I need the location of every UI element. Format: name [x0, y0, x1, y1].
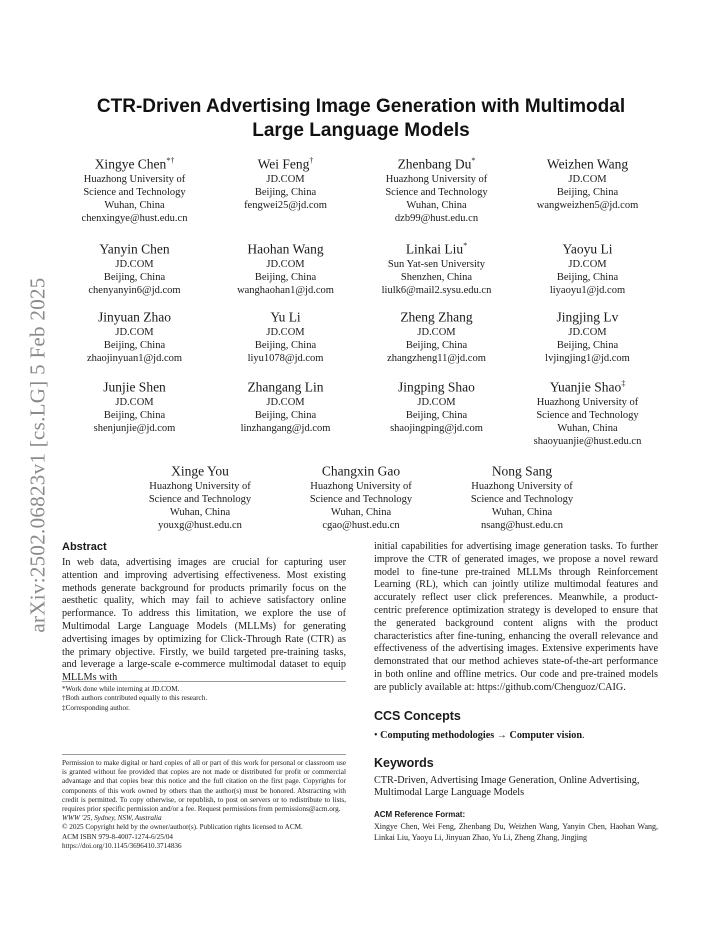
author-row-2 [62, 237, 660, 297]
author-affiliation-line: JD.COM [417, 396, 456, 408]
arxiv-id: arXiv:2502.06823v1 [cs.LG] 5 Feb 2025 [25, 277, 50, 633]
footnote-2: †Both authors contributed equally to this research. [62, 694, 208, 703]
author-affiliation-line: Beijing, China [103, 409, 166, 421]
author-name [364, 152, 509, 173]
author-name [450, 459, 595, 480]
author-affiliation-line: JD.COM [568, 173, 607, 185]
author-affiliation-line: JD.COM [266, 258, 305, 270]
author-affiliation-line: Science and Technology [470, 493, 574, 505]
permission-text: Permission to make digital or hard copies of all or part of this work for personal or classroom use is granted without fee provided that copies are not made or distributed for profit or commercial advantage and that copies bear this notice and the full citation on the first page. Copyrights for components of this work owned by others than the author(s) must be honored. Abstracting with credit is permitted. To copy otherwise, or republish, to post on servers or to redistribute to lists, requires prior specific permission and/or a fee. Request permissions from permissions@acm.org. [62, 759, 346, 814]
author-affiliation-line: Huazhong University of [385, 173, 488, 185]
author-affiliation-mark: * [471, 156, 476, 165]
author-affiliation-line: JD.COM [115, 258, 154, 270]
author-email[interactable]: dzb99@hust.edu.cn [394, 213, 479, 225]
isbn: ACM ISBN 979-8-4007-1274-6/25/04 [62, 832, 174, 841]
author-affiliation-line: Beijing, China [556, 271, 619, 283]
author-name-text: Yuanjie Shao [549, 379, 622, 395]
author-name-text: Weizhen Wang [546, 156, 629, 172]
author-email[interactable]: youxg@hust.edu.cn [158, 520, 242, 532]
author-name-text: Wei Feng [257, 156, 310, 172]
arxiv-sidebar-stamp [18, 255, 58, 655]
author-row-2-wrap [62, 237, 660, 297]
author-card [213, 237, 358, 297]
author-affiliation-line: JD.COM [266, 396, 305, 408]
footnotes [62, 681, 346, 713]
author-affiliation-line: Huazhong University of [536, 396, 639, 408]
abstract-heading: Abstract [62, 541, 107, 553]
author-name-text: Nong Sang [491, 463, 553, 479]
author-email[interactable]: wanghaohan1@jd.com [237, 285, 334, 297]
author-name [62, 305, 207, 326]
abstract-right-column [374, 541, 658, 843]
author-affiliation-mark: * [463, 241, 468, 250]
author-row-1 [62, 152, 660, 224]
author-name [364, 237, 509, 258]
author-name [364, 375, 509, 396]
author-name-text: Yu Li [270, 309, 301, 325]
title-line-2: Large Language Models [252, 120, 470, 141]
author-card [364, 237, 509, 297]
author-name-text: Zhenbang Du [397, 156, 472, 172]
author-card [364, 152, 509, 224]
author-affiliation-mark: ‡ [621, 379, 626, 388]
author-email[interactable]: shaoyuanjie@hust.edu.cn [533, 436, 642, 448]
author-name [213, 237, 358, 258]
author-name [515, 152, 660, 173]
author-email[interactable]: liulk6@mail2.sysu.edu.cn [381, 285, 492, 297]
author-email[interactable]: shaojingping@jd.com [390, 423, 483, 435]
author-name-text: Zhangang Lin [247, 379, 324, 395]
author-name [515, 375, 660, 396]
author-affiliation-line: Wuhan, China [330, 507, 392, 519]
author-card [213, 375, 358, 447]
author-row-5-wrap [62, 459, 660, 531]
author-email[interactable]: cgao@hust.edu.cn [322, 520, 400, 532]
author-card [515, 305, 660, 365]
author-name-text: Linkai Liu [405, 241, 464, 257]
author-affiliation-line: Wuhan, China [406, 200, 467, 212]
author-affiliation-line: Science and Technology [536, 409, 639, 421]
author-name-text: Xinge You [171, 463, 229, 479]
author-email[interactable]: chenxingye@hust.edu.cn [81, 213, 188, 225]
author-name-text: Jinyuan Zhao [97, 309, 172, 325]
author-email[interactable]: liyaoyu1@jd.com [549, 285, 626, 297]
author-card [62, 305, 207, 365]
author-name [515, 237, 660, 258]
author-affiliation-line: Science and Technology [148, 493, 252, 505]
author-name-text: Changxin Gao [321, 463, 401, 479]
author-name-text: Jingping Shao [398, 379, 475, 395]
author-name [213, 152, 358, 173]
ccs-heading: CCS Concepts [374, 708, 461, 723]
author-card [62, 375, 207, 447]
ccs-period: . [582, 729, 585, 741]
author-affiliation-line: JD.COM [417, 326, 456, 338]
author-affiliation-line: Beijing, China [556, 339, 619, 351]
abstract-left-column [62, 541, 346, 685]
paper-title [62, 95, 660, 143]
author-card [289, 459, 434, 531]
author-affiliation-line: JD.COM [115, 396, 154, 408]
author-name [289, 459, 434, 480]
copyright: © 2025 Copyright held by the owner/author(s). Publication rights licensed to ACM. [62, 823, 303, 832]
author-card [128, 459, 273, 531]
author-card [62, 237, 207, 297]
author-row-3-wrap [62, 305, 660, 365]
author-affiliation-line: Beijing, China [103, 339, 166, 351]
doi-link[interactable]: https://doi.org/10.1145/3696410.3714836 [62, 841, 182, 850]
author-email[interactable]: zhangzheng11@jd.com [387, 353, 486, 365]
author-card [364, 305, 509, 365]
author-name-text: Zheng Zhang [400, 309, 473, 325]
author-card [364, 375, 509, 447]
author-affiliation-line: JD.COM [115, 326, 154, 338]
author-affiliation-line: Beijing, China [254, 186, 317, 198]
author-affiliation-line: Science and Technology [309, 493, 413, 505]
footnote-1: *Work done while interning at JD.COM. [62, 685, 180, 693]
author-card [515, 152, 660, 224]
author-affiliation-line: JD.COM [266, 173, 305, 185]
author-name-text: Jingjing Lv [556, 309, 619, 325]
author-card [213, 152, 358, 224]
author-affiliation-line: Science and Technology [83, 186, 186, 198]
author-affiliation-line: Sun Yat-sen University [387, 258, 486, 270]
author-email[interactable]: zhaojinyuan1@jd.com [86, 353, 183, 365]
author-affiliation-line: Beijing, China [254, 339, 317, 351]
reference-format-heading: ACM Reference Format: [374, 810, 466, 820]
keywords-heading: Keywords [374, 755, 434, 770]
author-name [62, 152, 207, 173]
ccs-bullet: • [374, 729, 378, 741]
author-affiliation-line: JD.COM [266, 326, 305, 338]
author-affiliation-line: Huazhong University of [471, 480, 573, 492]
author-card [62, 152, 207, 224]
author-card [515, 375, 660, 447]
author-affiliation-line: Beijing, China [254, 409, 317, 421]
venue: WWW '25, Sydney, NSW, Australia [62, 814, 162, 823]
author-row-5 [62, 459, 660, 531]
author-name-text: Junjie Shen [103, 379, 166, 395]
author-affiliation-line: Huazhong University of [149, 480, 251, 492]
author-email[interactable]: chenyanyin6@jd.com [88, 285, 181, 297]
ccs-item [374, 729, 658, 742]
author-affiliation-mark: † [309, 156, 314, 165]
author-affiliation-line: Shenzhen, China [400, 271, 473, 283]
author-email[interactable]: liyu1078@jd.com [247, 353, 324, 365]
author-affiliation-line: Wuhan, China [169, 507, 231, 519]
author-affiliation-line: Beijing, China [405, 339, 468, 351]
author-affiliation-mark: *† [166, 156, 175, 165]
author-affiliation-line: Wuhan, China [557, 423, 618, 435]
author-row-4-wrap [62, 375, 660, 447]
author-affiliation-line: Wuhan, China [104, 200, 165, 212]
author-email[interactable]: lvjingjing1@jd.com [545, 353, 630, 365]
title-line-1: CTR-Driven Advertising Image Generation with Multimodal [96, 96, 626, 117]
author-card [213, 305, 358, 365]
abstract-text-right: initial capabilities for advertising image generation tasks. To further improve the CTR of generated images, we propose a novel reward model to fine-tune pre-trained MLLMs through Reinforcement Learning (RL), which can jointly utilize multimodal features and accurately reflect user click preferences. Meanwhile, a product-centric preference optimization strategy is developed to ensure that the generated background content aligns with the product characteristics after fine-tuning, enhancing the overall relevance and effectiveness of the advertising images. Extensive experiments have demonstrated that our method achieves state-of-the-art performance in both online and offline metrics. Our code and pre-trained models are publicly available at: https://github.com/Chenguoz/CAIG. [374, 541, 658, 693]
ccs-concept: Computing methodologies → Computer vision [380, 729, 583, 741]
author-name [213, 375, 358, 396]
author-card [515, 237, 660, 297]
author-name [213, 305, 358, 326]
author-affiliation-line: JD.COM [568, 258, 607, 270]
permission-block [62, 754, 346, 851]
author-affiliation-line: Beijing, China [103, 271, 166, 283]
author-name [364, 305, 509, 326]
reference-format-text: Xingye Chen, Wei Feng, Zhenbang Du, Weizhen Wang, Yanyin Chen, Haohan Wang, Linkai Liu, Yaoyu Li, Jinyuan Zhao, Yu Li, Zheng Zhang, Jingjing [374, 822, 658, 842]
author-name [62, 375, 207, 396]
author-email[interactable]: shenjunjie@jd.com [93, 423, 176, 435]
footnote-3: ‡Corresponding author. [62, 703, 130, 712]
abstract-text-left: In web data, advertising images are crucial for capturing user attention and improving advertising effectiveness. Most existing methods generate background for products primarily focus on the aesthetic quality, which may fail to achieve satisfactory online performance. To address this limitation, we explore the use of Multimodal Large Language Models (MLLMs) for generating advertising images by optimizing for Click-Through Rate (CTR) as the primary objective. Firstly, we build targeted pre-training tasks, and leverage a large-scale e-commerce multimodal dataset to equip MLLMs with [62, 557, 346, 684]
author-email[interactable]: linzhangang@jd.com [240, 423, 331, 435]
author-email[interactable]: nsang@hust.edu.cn [481, 520, 563, 532]
author-name-text: Haohan Wang [247, 241, 324, 257]
author-name [515, 305, 660, 326]
author-name [62, 237, 207, 258]
author-affiliation-line: Science and Technology [385, 186, 488, 198]
author-block [62, 152, 660, 224]
author-name-text: Yaoyu Li [562, 241, 613, 257]
author-affiliation-line: Beijing, China [254, 271, 317, 283]
author-email[interactable]: wangweizhen5@jd.com [536, 200, 639, 212]
author-row-3 [62, 305, 660, 365]
keywords-text: CTR-Driven, Advertising Image Generation, Online Advertising, Multimodal Large Language Models [374, 774, 640, 799]
author-row-4 [62, 375, 660, 447]
author-affiliation-line: JD.COM [568, 326, 607, 338]
author-name [128, 459, 273, 480]
author-affiliation-line: Beijing, China [405, 409, 468, 421]
author-affiliation-line: Huazhong University of [83, 173, 186, 185]
author-card [450, 459, 595, 531]
author-email[interactable]: fengwei25@jd.com [244, 200, 327, 212]
author-name-text: Xingye Chen [94, 156, 167, 172]
author-affiliation-line: Wuhan, China [491, 507, 553, 519]
author-name-text: Yanyin Chen [99, 241, 170, 257]
author-affiliation-line: Huazhong University of [310, 480, 412, 492]
author-affiliation-line: Beijing, China [556, 186, 619, 198]
